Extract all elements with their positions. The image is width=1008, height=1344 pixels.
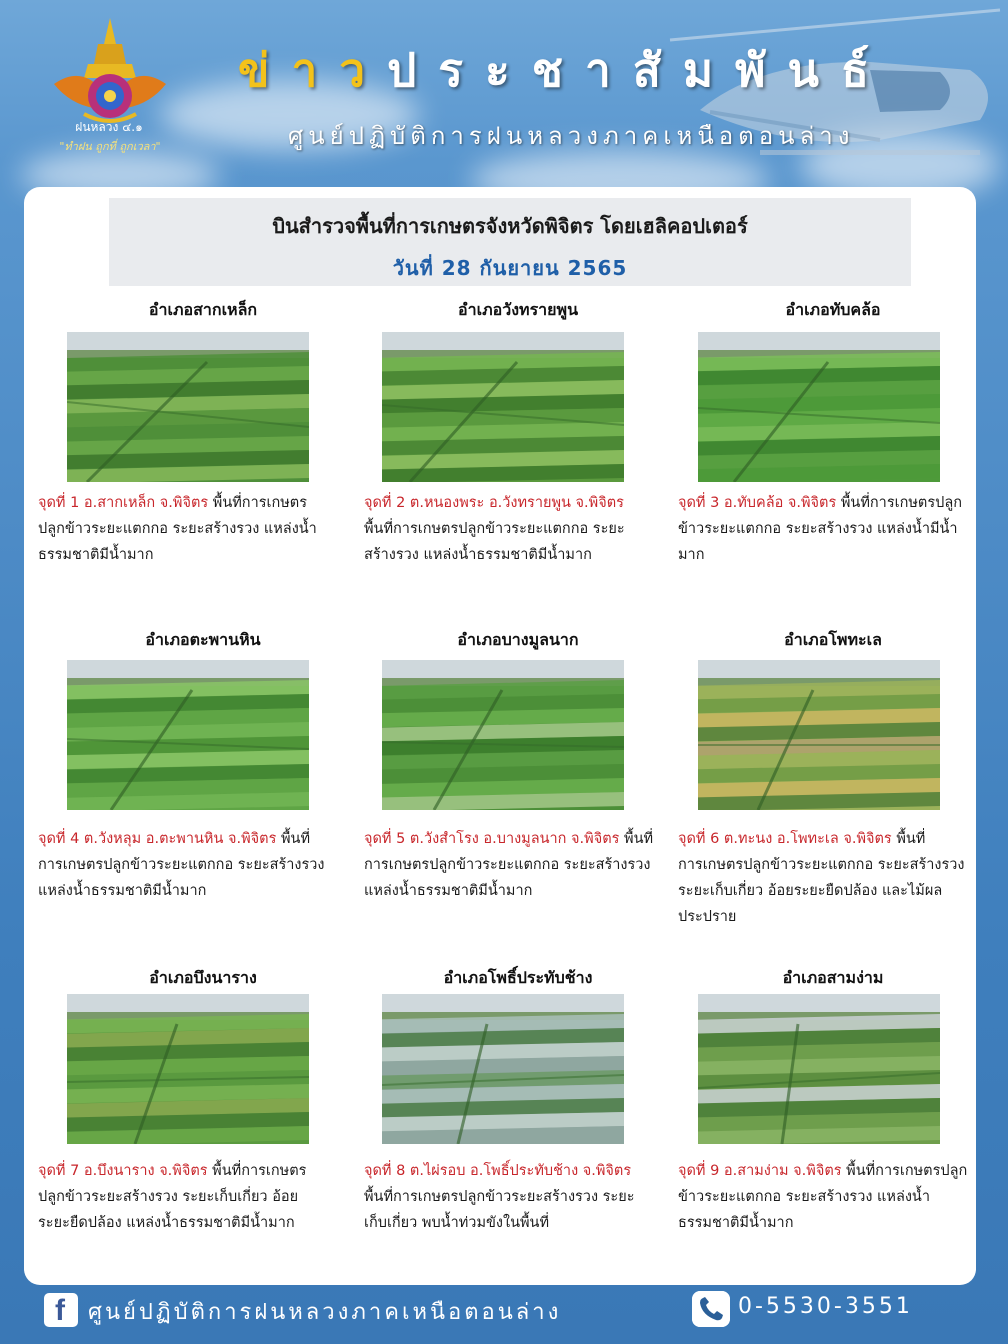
survey-point-label: จุดที่ 1 อ.สากเหล็ก จ.พิจิตร	[38, 495, 209, 511]
facebook-icon[interactable]: f	[44, 1293, 78, 1327]
title-banner	[109, 198, 911, 286]
district-title: อำเภอบึงนาราง	[149, 968, 257, 987]
survey-caption	[678, 490, 968, 568]
survey-detail: พื้นที่การเกษตรปลูกข้าวระยะแตกกอ ระยะสร้างรวง แหล่งน้ำธรรมชาติมีน้ำมาก	[364, 831, 654, 899]
aerial-photo	[382, 660, 624, 810]
survey-caption	[38, 1158, 328, 1236]
aerial-photo	[67, 332, 309, 482]
survey-point-label: จุดที่ 6 ต.ทะนง อ.โพทะเล จ.พิจิตร	[678, 831, 892, 847]
survey-detail: พื้นที่การเกษตรปลูกข้าวระยะแตกกอ ระยะสร้างรวง ระยะเก็บเกี่ยว อ้อยระยะยืดปล้อง และไม้ผลประปราย	[678, 831, 965, 925]
aerial-photo	[698, 660, 940, 810]
survey-point-label: จุดที่ 2 ต.หนองพระ อ.วังทรายพูน จ.พิจิตร	[364, 495, 624, 511]
survey-caption	[678, 826, 968, 930]
survey-detail: พื้นที่การเกษตรปลูกข้าวระยะแตกกอ ระยะสร้างรวง แหล่งน้ำธรรมชาติมีน้ำมาก	[38, 831, 325, 899]
survey-caption	[364, 1158, 654, 1236]
phone-number[interactable]: 0-5530-3551	[738, 1294, 913, 1319]
survey-point-label: จุดที่ 4 ต.วังหลุม อ.ตะพานหิน จ.พิจิตร	[38, 831, 277, 847]
banner-date: วันที่ 28 กันยายน 2565	[392, 256, 628, 280]
survey-detail: พื้นที่การเกษตรปลูกข้าวระยะแตกกอ ระยะสร้างรวง แหล่งน้ำธรรมชาติมีน้ำมาก	[678, 1163, 968, 1231]
survey-caption	[678, 1158, 968, 1236]
logo-slogan: "ทำฝน ถูกที่ ถูกเวลา"	[59, 140, 161, 153]
district-title: อำเภอวังทรายพูน	[458, 300, 578, 319]
facebook-page-name[interactable]: ศูนย์ปฏิบัติการฝนหลวงภาคเหนือตอนล่าง	[88, 1300, 562, 1325]
survey-caption	[38, 490, 328, 568]
page-subtitle: ศูนย์ปฏิบัติการฝนหลวงภาคเหนือตอนล่าง	[288, 122, 855, 150]
aerial-photo	[382, 994, 624, 1144]
aerial-photo	[698, 332, 940, 482]
survey-caption	[38, 826, 328, 904]
district-title: อำเภอตะพานหิน	[145, 630, 261, 649]
survey-detail: พื้นที่การเกษตรปลูกข้าวระยะแตกกอ ระยะสร้างรวง แหล่งน้ำมีน้ำมาก	[678, 495, 962, 563]
district-title: อำเภอโพทะเล	[784, 630, 882, 649]
district-title: อำเภอบางมูลนาก	[457, 630, 579, 649]
survey-detail: พื้นที่การเกษตรปลูกข้าวระยะสร้างรวง ระยะเก็บเกี่ยว พบน้ำท่วมขังในพื้นที่	[364, 1189, 635, 1231]
aerial-photo	[67, 994, 309, 1144]
survey-point-label: จุดที่ 3 อ.ทับคล้อ จ.พิจิตร	[678, 495, 837, 511]
phone-icon[interactable]	[692, 1291, 730, 1327]
survey-point-label: จุดที่ 5 ต.วังสำโรง อ.บางมูลนาก จ.พิจิตร	[364, 831, 620, 847]
page-title-rest: ประชาสัมพันธ์	[387, 43, 892, 97]
district-title: อำเภอสากเหล็ก	[148, 300, 258, 319]
aerial-photo	[382, 332, 624, 482]
survey-detail: พื้นที่การเกษตรปลูกข้าวระยะแตกกอ ระยะสร้างรวง แหล่งน้ำธรรมชาติมีน้ำมาก	[364, 521, 625, 563]
survey-detail: พื้นที่การเกษตรปลูกข้าวระยะแตกกอ ระยะสร้างรวง แหล่งน้ำธรรมชาติมีน้ำมาก	[38, 495, 317, 563]
banner-title: บินสำรวจพื้นที่การเกษตรจังหวัดพิจิตร โดยเฮลิคอปเตอร์	[272, 214, 748, 238]
survey-point-label: จุดที่ 8 ต.ไผ่รอบ อ.โพธิ์ประทับช้าง จ.พิจิตร	[364, 1163, 632, 1179]
survey-point-label: จุดที่ 9 อ.สามง่าม จ.พิจิตร	[678, 1163, 842, 1179]
page-title	[238, 34, 891, 107]
district-title: อำเภอทับคล้อ	[785, 300, 881, 319]
district-title: อำเภอโพธิ์ประทับช้าง	[443, 968, 593, 987]
aerial-photo	[698, 994, 940, 1144]
page-title-accent: ข่าว	[238, 43, 388, 97]
survey-detail: พื้นที่การเกษตรปลูกข้าวระยะสร้างรวง ระยะเก็บเกี่ยว อ้อยระยะยืดปล้อง แหล่งน้ำธรรมชาติมีน้ำมาก	[38, 1163, 307, 1231]
survey-point-label: จุดที่ 7 อ.บึงนาราง จ.พิจิตร	[38, 1163, 208, 1179]
logo-caption: ฝนหลวง ๔.๑	[75, 120, 143, 134]
header	[0, 0, 1008, 190]
survey-caption	[364, 490, 654, 568]
aerial-photo	[67, 660, 309, 810]
district-title: อำเภอสามง่าม	[782, 968, 884, 987]
survey-caption	[364, 826, 654, 904]
